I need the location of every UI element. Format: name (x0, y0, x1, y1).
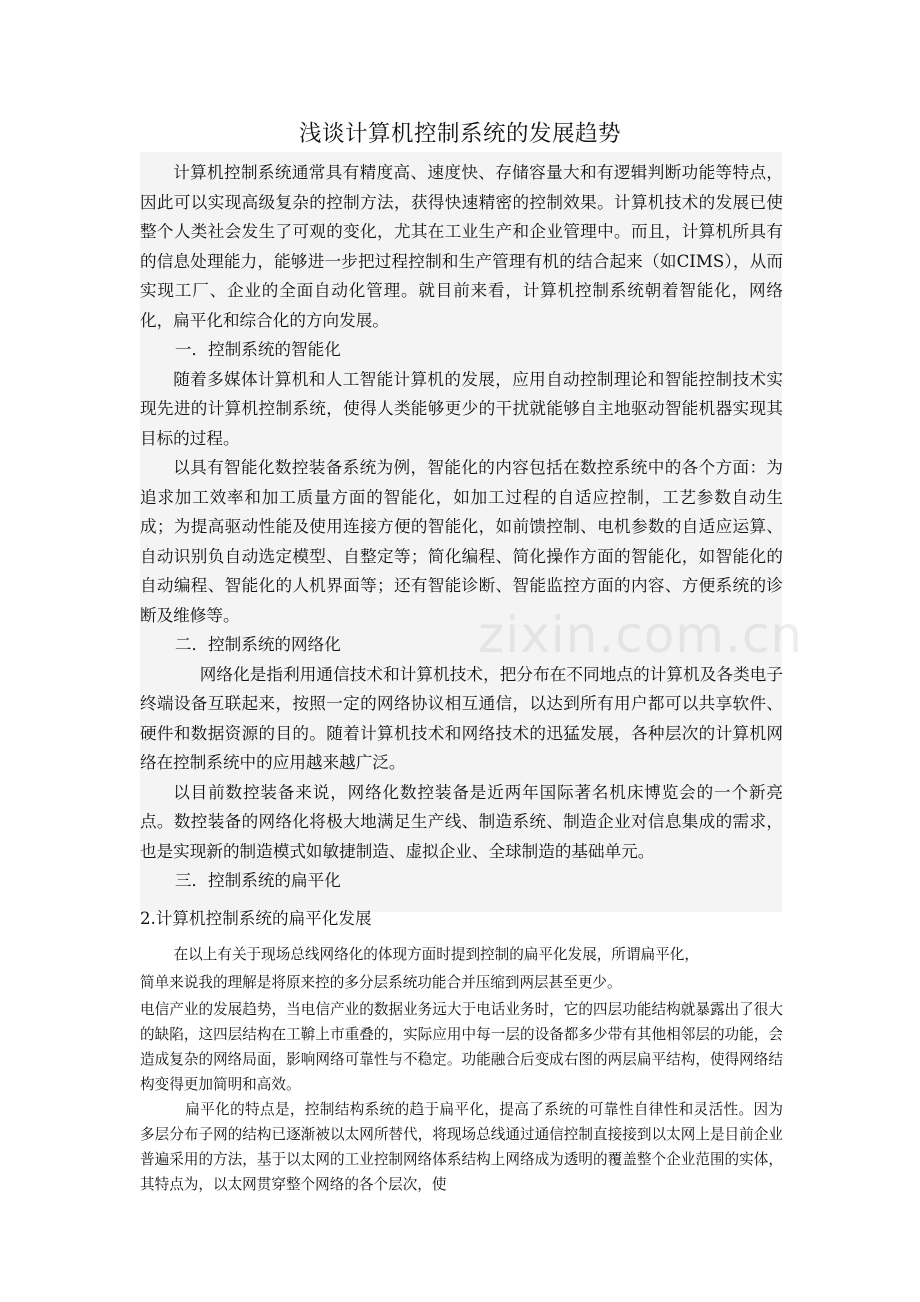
paragraph-flattening-features: 扁平化的特点是，控制结构系统的趋于扁平化，提高了系统的可靠性自律性和灵活性。因为多层分布子网的结构已逐渐被以太网所替代，将现场总线通过通信控制直接接到以太网上是目前企业普遍采用的方法，基于以太网的工业控制网络体系结构上网络成为透明的覆盖整个企业范围的实体，其特点为，以太网贯穿整个网络的各个层次，使 (140, 1101, 783, 1193)
subheading-section (140, 904, 783, 933)
paragraph-telecom: 电信产业的发展趋势，当电信产业的数据业务远大于电话业务时，它的四层功能结构就暴露出了很大的缺陷，这四层结构在工鞥上市重叠的，实际应用中每一层的设备都多少带有其他相邻层的功能，会造成复杂的网络局面，影响网络可靠性与不稳定。功能融合后变成右图的两层扁平结构，使得网络结构变得更加简明和高效。 (140, 1001, 783, 1093)
body-section-main (140, 158, 783, 896)
paragraph-intro: 计算机控制系统通常具有精度高、速度快、存储容量大和有逻辑判断功能等特点，因此可以实现高级复杂的控制方法，获得快速精密的控制效果。计算机技术的发展已使整个人类社会发生了可观的变化，尤其在工业生产和企业管理中。而且，计算机所具有的信息处理能力，能够进一步把过程控制和生产管理有机的结合起来（如CIMS），从而实现工厂、企业的全面自动化管理。就目前来看，计算机控制系统朝着智能化，网络化，扁平化和综合化的方向发展。 (140, 163, 783, 330)
heading-intelligence: 一．控制系统的智能化 (174, 340, 341, 359)
paragraph-flattening-1: 在以上有关于现场总线网络化的体现方面时提到控制的扁平化发展，所谓扁平化， (173, 946, 699, 963)
heading-flattening: 三．控制系统的扁平化 (174, 871, 341, 890)
paragraph-intelligence-2: 以具有智能化数控装备系统为例，智能化的内容包括在数控系统中的各个方面：为追求加工效率和加工质量方面的智能化，如加工过程的自适应控制，工艺参数自动生成；为提高驱动性能及使用连接方便的智能化，如前馈控制、电机参数的自适应运算、自动识别负自动选定模型、自整定等；简化编程、简化操作方面的智能化，如智能化的自动编程、智能化的人机界面等；还有智能诊断、智能监控方面的内容、方便系统的诊断及维修等。 (140, 458, 783, 625)
watermark: zixin.com.cn (478, 606, 804, 664)
document-title: 浅谈计算机控制系统的发展趋势 (298, 121, 621, 147)
heading-networking: 二．控制系统的网络化 (174, 635, 341, 654)
paragraph-networking-1: 网络化是指利用通信技术和计算机技术，把分布在不同地点的计算机及各类电子终端设备互联起来，按照一定的网络协议相互通信，以达到所有用户都可以共享软件、硬件和数据资源的目的。随着计算机技术和网络技术的迅猛发展，各种层次的计算机网络在控制系统中的应用越来越广泛。 (140, 664, 783, 772)
paragraph-networking-2: 以目前数控装备来说，网络化数控装备是近两年国际著名机床博览会的一个新亮点。数控装备的网络化将极大地满足生产线、制造系统、制造企业对信息集成的需求，也是实现新的制造模式如敏捷制造、虚拟企业、全球制造的基础单元。 (140, 782, 783, 861)
paragraph-intelligence-1: 随着多媒体计算机和人工智能计算机的发展，应用自动控制理论和智能控制技术实现先进的计算机控制系统，使得人类能够更少的干扰就能够自主地驱动智能机器实现其目标的过程。 (140, 369, 783, 448)
paragraph-flattening-2: 简单来说我的理解是将原来控的多分层系统功能合并压缩到两层甚至更少。 (140, 974, 622, 991)
heading-flattening-development: 2.计算机控制系统的扁平化发展 (140, 909, 372, 928)
body-section-flattening (140, 941, 783, 1197)
